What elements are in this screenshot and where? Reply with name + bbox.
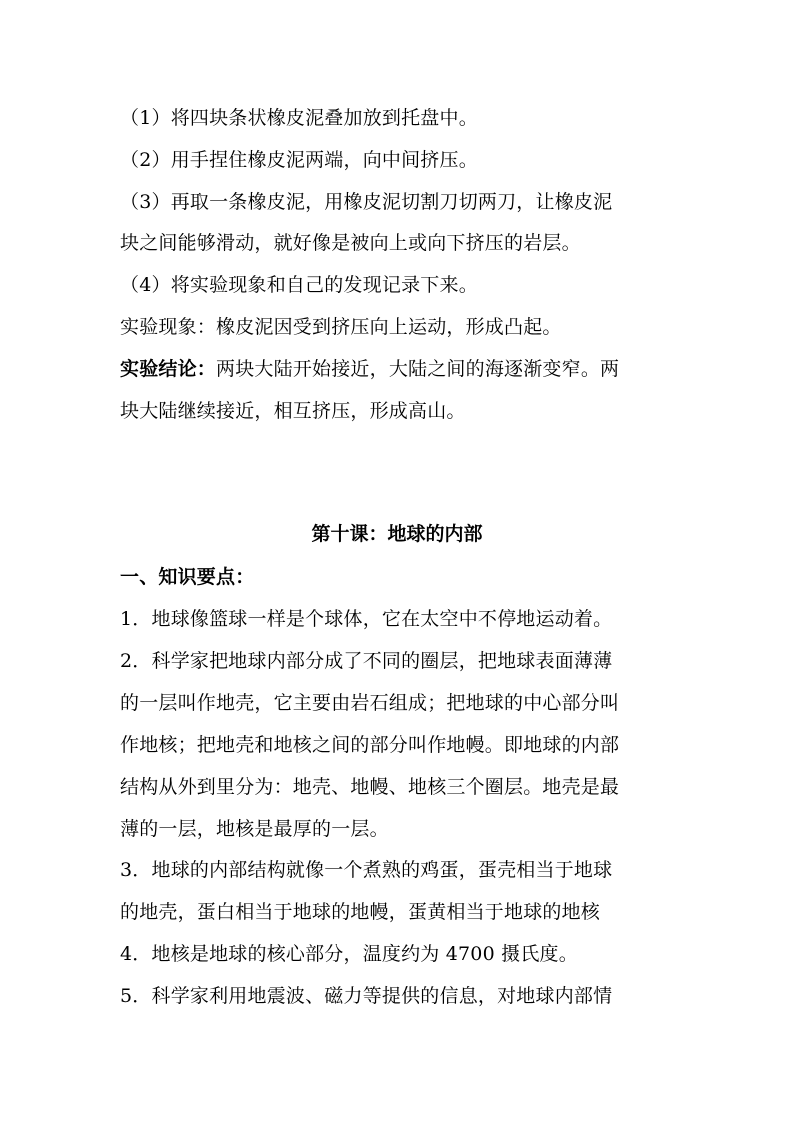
step-1: （1）将四块条状橡皮泥叠加放到托盘中。 [120,107,478,129]
experiment-phenomenon: 实验现象：橡皮泥因受到挤压向上运动，形成凸起。 [120,316,562,338]
knowledge-line-6: 薄的一层，地核是最厚的一层。 [120,818,389,840]
step-3: （3）再取一条橡皮泥，用橡皮泥切割刀切两刀，让橡皮泥 [120,191,613,213]
knowledge-line-2: 2．科学家把地球内部分成了不同的圈层，把地球表面薄薄 [120,650,613,672]
knowledge-line-1: 1．地球像篮球一样是个球体，它在太空中不停地运动着。 [120,608,613,630]
knowledge-line-9: 4．地核是地球的核心部分，温度约为 4700 摄氏度。 [120,943,578,965]
experiment-conclusion [120,355,680,383]
lesson-title: 第十课：地球的内部 [311,523,483,545]
experiment-conclusion-continued: 块大陆继续接近，相互挤压，形成高山。 [120,400,466,422]
knowledge-line-3: 的一层叫作地壳，它主要由岩石组成；把地球的中心部分叫 [120,692,620,714]
step-4: （4）将实验现象和自己的发现记录下来。 [120,274,478,296]
knowledge-line-8: 的地壳，蛋白相当于地球的地幔，蛋黄相当于地球的地核 [120,901,601,923]
knowledge-line-5: 结构从外到里分为：地壳、地幔、地核三个圈层。地壳是最 [120,776,620,798]
conclusion-text: 两块大陆开始接近，大陆之间的海逐渐变窄。两 [216,358,620,380]
step-3-continued: 块之间能够滑动，就好像是被向上或向下挤压的岩层。 [120,232,581,254]
conclusion-label: 实验结论： [120,358,217,380]
step-2: （2）用手捏住橡皮泥两端，向中间挤压。 [120,149,478,171]
knowledge-line-4: 作地核；把地壳和地核之间的部分叫作地幔。即地球的内部 [120,734,620,756]
section-heading: 一、知识要点： [120,566,255,588]
knowledge-line-7: 3．地球的内部结构就像一个煮熟的鸡蛋，蛋壳相当于地球 [120,859,613,881]
knowledge-line-10: 5．科学家利用地震波、磁力等提供的信息，对地球内部情 [120,985,613,1007]
